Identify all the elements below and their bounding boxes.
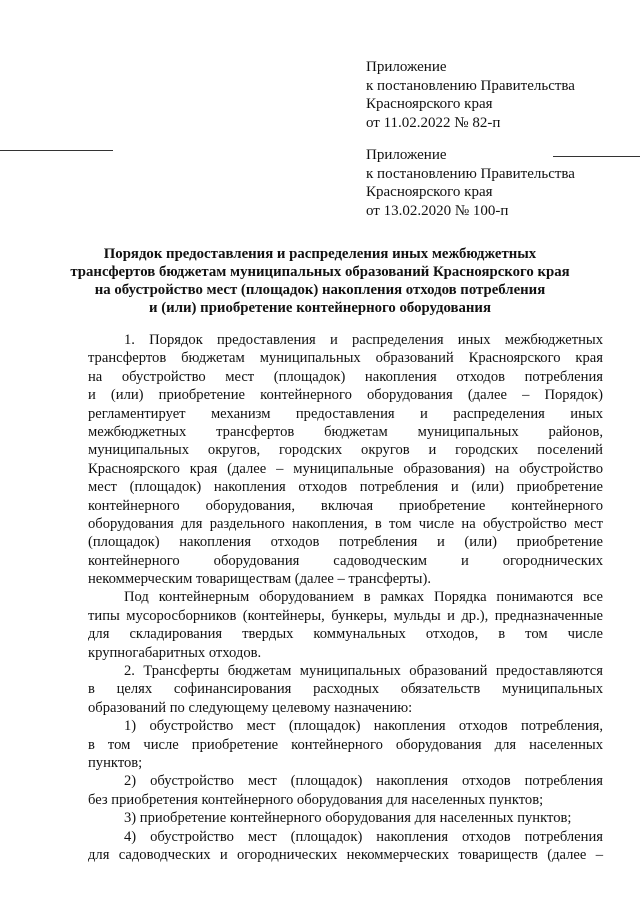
paragraph: [88, 588, 603, 662]
annex-line: Красноярского края: [366, 184, 493, 200]
paragraph-line: крупногабаритных отходов.: [88, 644, 262, 661]
paragraph-line: контейнерного оборудования, включая приобретение контейнерного: [88, 497, 603, 514]
document-title: [60, 245, 580, 317]
paragraph-line: межбюджетных трансфертов бюджетам муниципальных районов,: [88, 423, 603, 440]
paragraph-line: муниципальных округов, городских округов и городских поселений: [88, 442, 603, 459]
paragraph-line: регламентирует механизм предоставления и распределения иных: [88, 405, 603, 422]
paragraph-line: и (или) приобретение контейнерного оборудования (далее – Порядок): [88, 387, 603, 404]
paragraph: [88, 717, 603, 772]
paragraph: [88, 828, 603, 865]
title-line: на обустройство мест (площадок) накопления отходов потребления: [94, 282, 546, 298]
paragraph-line: для садоводческих и огороднических некоммерческих товариществ (далее –: [88, 846, 603, 863]
strike-rule-left: [0, 150, 113, 151]
paragraph: [88, 772, 603, 809]
document-body: [88, 331, 603, 864]
title-line: и (или) приобретение контейнерного оборудования: [149, 300, 491, 316]
paragraph-line: для складирования твердых коммунальных отходов, в том числе: [88, 626, 603, 643]
paragraph-line: некоммерческим товариществам (далее – трансферты).: [88, 571, 431, 588]
paragraph-line: пунктов;: [88, 754, 143, 771]
paragraph: [88, 809, 603, 827]
annex-date: от 13.02.2020 № 100-п: [366, 202, 509, 219]
paragraph-line: контейнерного оборудования садоводческим и огороднических: [88, 552, 603, 569]
paragraph-line: Под контейнерным оборудованием в рамках Порядка понимаются все: [124, 589, 603, 606]
title-line: Порядок предоставления и распределения иных межбюджетных: [103, 246, 537, 262]
title-line: трансфертов бюджетам муниципальных образований Красноярского края: [70, 264, 570, 280]
annex-line: Приложение: [366, 59, 447, 75]
paragraph-line: типы мусоросборников (контейнеры, бункеры, мульды и др.), предназначенные: [88, 607, 603, 624]
paragraph-line: 2) обустройство мест (площадок) накопления отходов потребления: [124, 773, 603, 790]
annex-line: к постановлению Правительства: [366, 165, 575, 182]
paragraph-line: мест (площадок) накопления отходов потребления и (или) приобретение: [88, 479, 603, 496]
annex-line: Красноярского края: [366, 96, 493, 112]
paragraph-line: Красноярского края (далее – муниципальные образования) на обустройство: [88, 460, 603, 477]
annex-previous: [366, 146, 636, 220]
annex-line: Приложение: [366, 147, 447, 163]
paragraph-line: 2. Трансферты бюджетам муниципальных образований предоставляются: [124, 663, 603, 680]
paragraph: [88, 331, 603, 588]
paragraph-line: образований по следующему целевому назначению:: [88, 699, 413, 716]
paragraph-line: 1) обустройство мест (площадок) накопления отходов потребления,: [124, 718, 603, 735]
paragraph-line: 1. Порядок предоставления и распределения иных межбюджетных: [124, 332, 603, 348]
paragraph-line: оборудования для раздельного накопления, в том числе на обустройство мест: [88, 515, 603, 532]
paragraph-line: 3) приобретение контейнерного оборудования для населенных пунктов;: [124, 810, 572, 827]
annex-current: [366, 58, 636, 132]
annex-date: от 11.02.2022 № 82-п: [366, 114, 501, 131]
paragraph-line: (площадок) накопления отходов потребления и (или) приобретение: [88, 534, 603, 551]
paragraph-line: в целях софинансирования расходных обязательств муниципальных: [88, 681, 603, 698]
paragraph-line: без приобретения контейнерного оборудования для населенных пунктов;: [88, 791, 544, 808]
paragraph: [88, 662, 603, 717]
annex-line: к постановлению Правительства: [366, 77, 575, 94]
paragraph-line: на обустройство мест (площадок) накопления отходов потребления: [88, 368, 603, 385]
paragraph-line: трансфертов бюджетам муниципальных образований Красноярского края: [88, 350, 603, 367]
paragraph-line: в том числе приобретение контейнерного оборудования для населенных: [88, 736, 603, 753]
paragraph-line: 4) обустройство мест (площадок) накопления отходов потребления: [124, 828, 603, 845]
